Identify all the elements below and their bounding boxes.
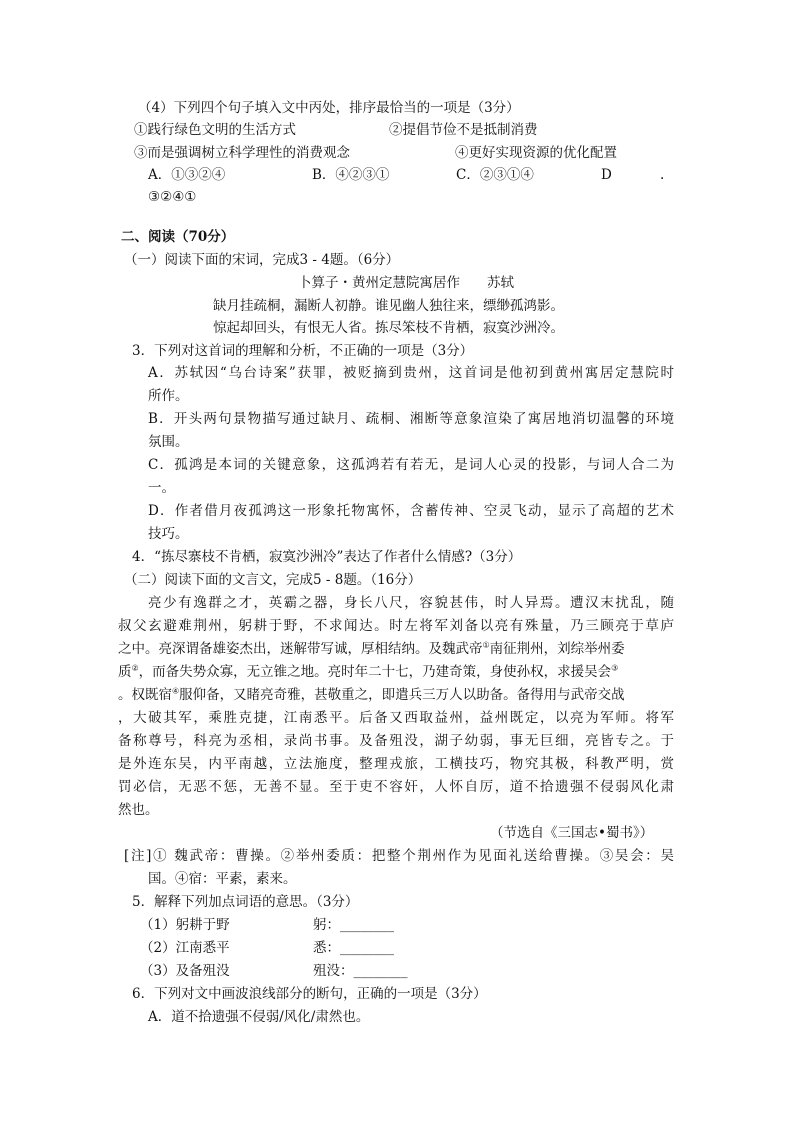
q3-option-d-line-1: D．作者借月夜孤鸿这一形象托物寓怀，含蓄传神、空灵飞动，显示了高超的艺术 xyxy=(148,503,674,519)
q5-item-3-phrase: （3）及备殂没 xyxy=(140,963,230,979)
q6-option-a: A．道不拾遗强不侵弱/风化/肃然也。 xyxy=(148,1009,370,1025)
part2-intro: （二）阅读下面的文言文，完成5 - 8题。（16分） xyxy=(124,572,422,588)
q4-option-a: A．①③②④ xyxy=(148,167,226,183)
q3-option-b-line-2: 氛围。 xyxy=(148,434,189,450)
q6-stem: 6．下列对文中画波浪线部分的断句，正确的一项是（3分） xyxy=(132,986,487,1002)
q4-stem: （4）下列四个句子填入文中丙处，排序最恰当的一项是（3分） xyxy=(138,100,520,116)
q5-stem: 5．解释下列加点词语的意思。（3分） xyxy=(132,894,359,910)
q4-option-d-dot: . xyxy=(660,167,665,183)
q4b-stem: 4．“拣尽寨枝不肯栖，寂寞沙洲冷”表达了作者什么情感?（3分） xyxy=(132,549,522,565)
part1-intro: （一）阅读下面的宋词，完成3 - 4题。（6分） xyxy=(124,252,400,268)
q4-sentence-4: ④更好实现资源的优化配置 xyxy=(455,145,617,161)
section-heading: 二、阅读（70分） xyxy=(121,229,235,245)
q4-option-c: C．②③①④ xyxy=(456,167,534,183)
q4-option-b: B．④②③① xyxy=(312,167,390,183)
poem-line-1: 缺月挂疏桐，漏断人初静。谁见幽人独往来，缥缈孤鸿影。 xyxy=(213,298,564,314)
q3-option-b-line-1: B．开头两句景物描写通过缺月、疏桐、湘断等意象渲染了寓居地消切温馨的环境 xyxy=(148,411,674,427)
poem-title: 卜算子・黄州定慧院寓居作 xyxy=(298,275,460,291)
q5-item-1-blank: 躬：________ xyxy=(313,917,394,933)
passage-line-4 xyxy=(118,663,618,681)
q4-sentence-3: ③而是强调树立科学理性的消费观念 xyxy=(134,145,350,161)
q4-option-d-letter: D xyxy=(601,167,612,183)
passage-line-6: ，大破其军，乘胜克捷，江南悉平。后备又西取益州，益州既定，以亮为军师。将军 xyxy=(118,710,674,726)
poem-line-2: 惊起却回头，有恨无人省。拣尽笨枝不肯栖，寂寞沙洲冷。 xyxy=(213,320,564,336)
q3-option-d-line-2: 技巧。 xyxy=(148,526,189,542)
passage-line-4-text: 质 xyxy=(118,664,132,680)
notes-line-1: [注]① 魏武帝：曹操。②举州委质：把整个荆州作为见面礼送给曹操。③吴会：吴 xyxy=(124,848,674,864)
q5-item-2-phrase: （2）江南悉平 xyxy=(140,940,230,956)
poem-author: 苏轼 xyxy=(487,275,514,291)
q5-item-1-phrase: （1）躬耕于野 xyxy=(140,917,230,933)
passage-line-2: 叔父玄避难荆州，躬耕于野，不求闻达。时左将军刘备以亮有殊量，乃三顾亮于草庐 xyxy=(118,618,674,634)
passage-line-4-rest: ，而备失势众寡，无立锥之地。亮时年二十七，乃建奇策，身使孙权，求援吴会 xyxy=(138,664,612,680)
note-mark-2: ② xyxy=(131,663,139,673)
passage-source: （节选自《三国志•蜀书》） xyxy=(490,825,654,841)
note-mark-1: ① xyxy=(482,640,490,650)
q3-option-c-line-1: C．孤鸿是本词的关键意象，这孤鸿若有若无，是词人心灵的投影，与词人合二为 xyxy=(148,457,674,473)
passage-line-8: 是外连东吴，内平南越，立法施度，整理戎旅，工横技巧，物究其极，科教严明，赏 xyxy=(118,756,674,772)
passage-line-10: 然也。 xyxy=(118,802,159,818)
q3-option-c-line-2: 一。 xyxy=(148,480,175,496)
q3-stem: 3．下列对这首词的理解和分析，不正确的一项是（3分） xyxy=(132,343,474,359)
passage-line-3-rest: 南征荆州，刘综举州委 xyxy=(489,641,625,657)
passage-line-3-text: 之中。亮深谓备雄姿杰出，迷解带写诚，厚相结纳。及魏武帝 xyxy=(118,641,483,657)
q4-sentence-2: ②提倡节俭不是抵制消费 xyxy=(389,122,538,138)
q5-item-3-blank: 殂没：________ xyxy=(313,963,408,979)
passage-line-3 xyxy=(118,640,625,658)
q3-option-a-line-1: A．苏轼因“乌台诗案”获罪，被贬摘到贵州，这首词是他初到黄州寓居定慧院时 xyxy=(148,365,674,381)
q4-sentence-1: ①践行绿色文明的生活方式 xyxy=(134,122,296,138)
notes-line-2: 国。④宿：平素，素来。 xyxy=(148,871,297,887)
passage-line-5-rest: 服仰备，又睹亮奇雅，甚敬重之，即遣兵三万人以助备。备得用与武帝交战 xyxy=(179,687,625,703)
passage-line-9: 罚必信，无恶不惩，无善不显。至于吏不容奸，人怀自厉，道不拾遗强不侵弱风化肃 xyxy=(118,779,674,795)
q5-item-2-blank: 悉：________ xyxy=(313,940,394,956)
passage-line-5 xyxy=(118,686,625,704)
note-mark-3: ③ xyxy=(611,663,619,673)
note-mark-4: ④ xyxy=(172,686,180,696)
q3-option-a-line-2: 所作。 xyxy=(148,388,189,404)
passage-line-5-text: 。权既宿 xyxy=(118,687,172,703)
passage-line-1: 亮少有逸群之才，英霸之器，身长八尺，容貌甚伟，时人异焉。遭汉末扰乱，随 xyxy=(148,595,674,611)
q4-option-d-value: ③②④① xyxy=(148,189,197,205)
passage-line-7: 备称尊号，科亮为丞相，录尚书事。及备殂没，湖子幼弱，事无巨细，亮皆专之。于 xyxy=(118,733,674,749)
